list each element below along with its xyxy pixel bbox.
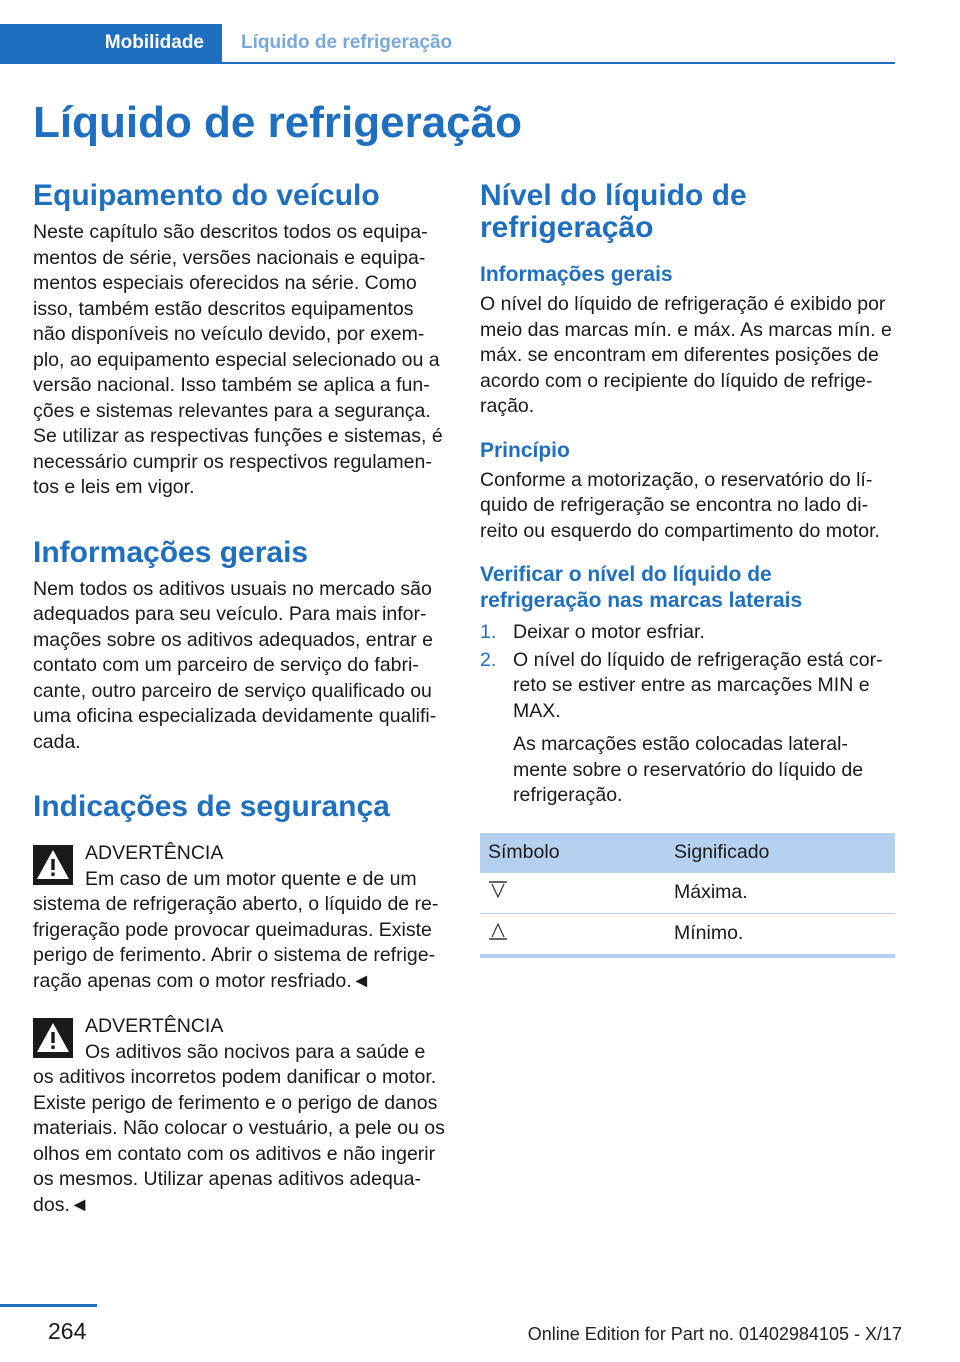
subheading-principle: Princípio	[480, 438, 570, 462]
table-row	[480, 913, 895, 956]
section-heading-equipment: Equipamento do veículo	[33, 179, 380, 212]
page-number: 264	[48, 1318, 87, 1344]
subheading-general: Informações gerais	[480, 263, 673, 286]
meaning-cell: Mínimo.	[666, 913, 895, 956]
chapter-tab[interactable]: Líquido de refrigeração	[241, 32, 453, 53]
section-tab[interactable]: Mobilidade	[0, 24, 222, 62]
principle-text: Conforme a motorização, o reservatório do líquido de refrigeração se encontra no lado direito ou esquerdo do compartimento do motor.	[480, 468, 880, 542]
warning-label: ADVERTÊNCIA	[85, 842, 224, 864]
general-text: Nem todos os aditivos usuais no mercado são adequados para seu veículo. Para mais informações sobre os aditivos adequados, entrar e contato com um parceiro de serviço do fabricante, outro parceiro de serviço qualificado ou uma oficina especializada devidamente qualificada.	[33, 577, 437, 753]
warning-block-2	[33, 1014, 448, 1218]
warning-triangle-icon	[33, 1018, 73, 1058]
column-header-meaning: Significado	[666, 833, 895, 873]
warning-block-1	[33, 841, 448, 994]
symbol-cell	[480, 873, 666, 914]
max-mark-icon	[488, 880, 508, 900]
step-number: 1.	[480, 621, 497, 643]
symbol-cell	[480, 913, 666, 956]
step-number: 2.	[480, 648, 497, 671]
table-header-row	[480, 833, 895, 873]
column-header-symbol: Símbolo	[480, 833, 666, 873]
general-info-text: O nível do líquido de refrigeração é exibido por meio das marcas mín. e máx. As marcas mín. e máx. se encontram em diferentes posições de acordo com o recipiente do líquido de refrigeração.	[480, 293, 892, 417]
section-heading-coolant-level: Nível do líquido de refrigeração	[480, 179, 747, 244]
header-bar	[0, 24, 895, 64]
warning-text: Os aditivos são nocivos para a saúde e os aditivos incorretos podem danificar o motor. Existe perigo de ferimento e o perigo de danos materiais. Não colocar o vestuário, a pele ou os olhos em contato com os aditivos e não ingerir os mesmos. Utilizar apenas aditivos adequados.◄	[33, 1040, 445, 1216]
section-heading-safety: Indicações de segurança	[33, 790, 390, 823]
equipment-text: Neste capítulo são descritos todos os equipamentos de série, versões nacionais e equipamentos especiais oferecidos na série. Como isso, também estão descritos equipamentos não disponíveis no veículo devido, por exemplo, ao equipamento especial selecionado ou a versão nacional. Isso também se aplica a funções e sistemas relevantes para a segurança. Se utilizar as respectivas funções e sistemas, é necessário cumprir os respectivos regulamentos e leis em vigor.	[33, 221, 443, 498]
subheading-check-level: Verificar o nível do líquido de refrigeração nas marcas laterais	[480, 563, 803, 612]
steps-list	[480, 620, 895, 809]
symbol-table	[480, 833, 895, 958]
warning-label: ADVERTÊNCIA	[85, 1015, 224, 1037]
edition-text: Online Edition for Part no. 01402984105 - X/17	[527, 1324, 902, 1344]
list-item	[480, 620, 895, 646]
warning-text: Em caso de um motor quente e de um sistema de refrigeração aberto, o líquido de refrigeração pode provocar queimaduras. Existe perigo de ferimento. Abrir o sistema de refrigeração apenas com o motor resfriado.◄	[33, 867, 439, 992]
right-column	[480, 180, 895, 958]
list-item	[480, 648, 895, 809]
step-note: As marcações estão colocadas lateralmente sobre o reservatório do líquido de refrigeração.	[513, 733, 864, 806]
table-row	[480, 873, 895, 914]
left-column	[33, 180, 448, 1218]
warning-triangle-icon	[33, 845, 73, 885]
page-title: Líquido de refrigeração	[33, 98, 522, 147]
footer-rule	[0, 1304, 97, 1307]
step-text: O nível do líquido de refrigeração está correto se estiver entre as marcações MIN e MAX.	[513, 648, 883, 722]
meaning-cell: Máxima.	[666, 873, 895, 914]
min-mark-icon	[488, 921, 508, 941]
step-text: Deixar o motor esfriar.	[513, 621, 705, 643]
section-heading-general: Informações gerais	[33, 535, 309, 569]
